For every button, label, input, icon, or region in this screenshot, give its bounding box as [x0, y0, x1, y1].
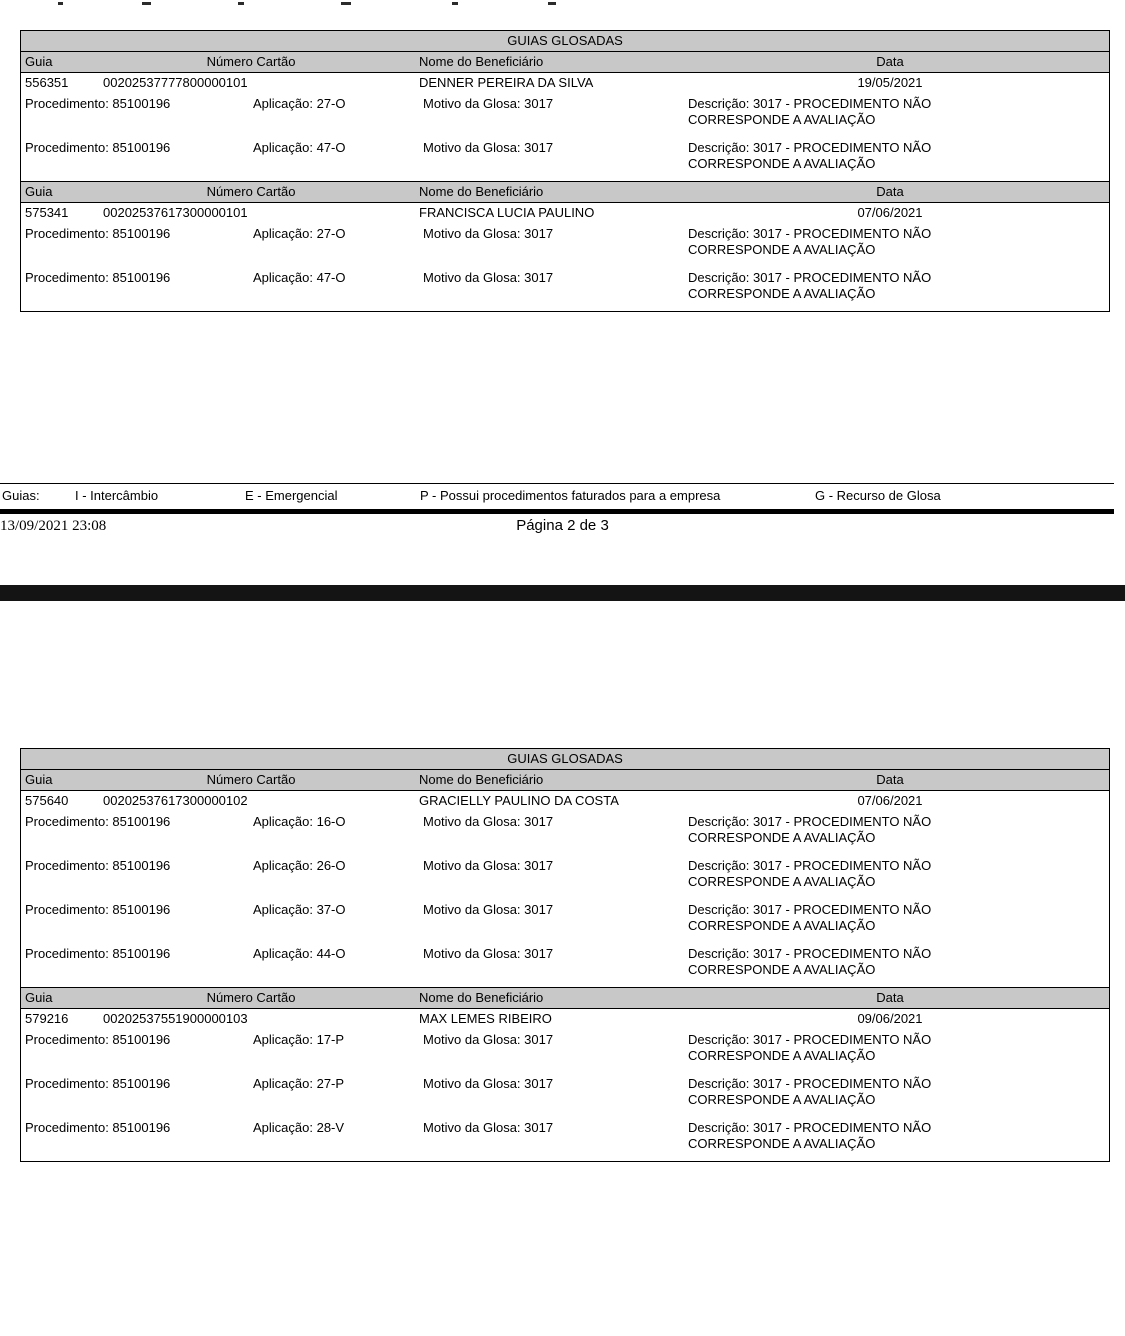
- description-cell: Descrição: 3017 - PROCEDIMENTO NÃO CORRESPONDE A AVALIAÇÃO: [688, 270, 932, 301]
- guias-glosadas-table-page2: [20, 30, 1110, 312]
- reason-cell: Motivo da Glosa: 3017: [423, 1076, 554, 1091]
- procedure-row: [21, 899, 1109, 943]
- col-header-guia: Guia: [25, 54, 53, 69]
- procedure-row: [21, 93, 1109, 137]
- procedure-cell: Procedimento: 85100196: [25, 902, 171, 917]
- page-footer: [0, 517, 1125, 537]
- application-cell: Aplicação: 44-O: [253, 946, 346, 961]
- col-header-cartao: Número Cartão: [206, 184, 296, 199]
- col-header-guia: Guia: [25, 184, 53, 199]
- col-header-nome: Nome do Beneficiário: [419, 772, 544, 787]
- application-cell: Aplicação: 26-O: [253, 858, 346, 873]
- col-header-guia: Guia: [25, 990, 53, 1005]
- col-header-data: Data: [876, 990, 904, 1005]
- clipped-text-fragment: [452, 2, 458, 5]
- col-header-cartao: Número Cartão: [206, 54, 296, 69]
- table-title: GUIAS GLOSADAS: [21, 749, 1109, 770]
- col-header-nome: Nome do Beneficiário: [419, 54, 544, 69]
- beneficiary-name-cell: DENNER PEREIRA DA SILVA: [419, 75, 594, 90]
- col-header-data: Data: [876, 184, 904, 199]
- procedure-cell: Procedimento: 85100196: [25, 140, 171, 155]
- guias-legend: [0, 488, 1125, 506]
- application-cell: Aplicação: 47-O: [253, 140, 346, 155]
- reason-cell: Motivo da Glosa: 3017: [423, 96, 554, 111]
- col-header-data: Data: [876, 54, 904, 69]
- col-header-nome: Nome do Beneficiário: [419, 990, 544, 1005]
- card-number-cell: 00202537551900000103: [103, 1011, 248, 1026]
- procedure-cell: Procedimento: 85100196: [25, 270, 171, 285]
- application-cell: Aplicação: 16-O: [253, 814, 346, 829]
- reason-cell: Motivo da Glosa: 3017: [423, 902, 554, 917]
- card-number-cell: 00202537617300000101: [103, 205, 248, 220]
- procedure-cell: Procedimento: 85100196: [25, 858, 171, 873]
- guide-number-cell: 556351: [25, 75, 69, 90]
- page-separator-bar: [0, 585, 1125, 601]
- application-cell: Aplicação: 27-O: [253, 226, 346, 241]
- footer-divider-thin: [0, 483, 1114, 484]
- procedure-cell: Procedimento: 85100196: [25, 814, 171, 829]
- description-cell: Descrição: 3017 - PROCEDIMENTO NÃO CORRESPONDE A AVALIAÇÃO: [688, 814, 932, 845]
- reason-cell: Motivo da Glosa: 3017: [423, 140, 554, 155]
- reason-cell: Motivo da Glosa: 3017: [423, 814, 554, 829]
- guide-row: [21, 203, 1109, 223]
- date-cell: 09/06/2021: [857, 1011, 923, 1026]
- col-header-guia: Guia: [25, 772, 53, 787]
- column-header-row: [21, 52, 1109, 73]
- procedure-cell: Procedimento: 85100196: [25, 1076, 171, 1091]
- guide-row: [21, 73, 1109, 93]
- date-cell: 07/06/2021: [857, 205, 923, 220]
- page-number: Página 2 de 3: [516, 517, 609, 534]
- table-title: GUIAS GLOSADAS: [21, 31, 1109, 52]
- legend-label: Guias:: [2, 488, 40, 503]
- col-header-nome: Nome do Beneficiário: [419, 184, 544, 199]
- description-cell: Descrição: 3017 - PROCEDIMENTO NÃO CORRESPONDE A AVALIAÇÃO: [688, 1076, 932, 1107]
- procedure-cell: Procedimento: 85100196: [25, 1120, 171, 1135]
- date-cell: 07/06/2021: [857, 793, 923, 808]
- procedure-cell: Procedimento: 85100196: [25, 946, 171, 961]
- procedure-row: [21, 855, 1109, 899]
- clipped-text-fragment: [548, 2, 556, 5]
- beneficiary-name-cell: MAX LEMES RIBEIRO: [419, 1011, 552, 1026]
- description-cell: Descrição: 3017 - PROCEDIMENTO NÃO CORRESPONDE A AVALIAÇÃO: [688, 226, 932, 257]
- col-header-cartao: Número Cartão: [206, 990, 296, 1005]
- clipped-text-fragment: [238, 2, 244, 5]
- column-header-row: [21, 987, 1109, 1009]
- beneficiary-name-cell: GRACIELLY PAULINO DA COSTA: [419, 793, 619, 808]
- description-cell: Descrição: 3017 - PROCEDIMENTO NÃO CORRESPONDE A AVALIAÇÃO: [688, 1032, 932, 1063]
- guide-number-cell: 579216: [25, 1011, 69, 1026]
- clipped-text-fragment: [142, 2, 151, 5]
- reason-cell: Motivo da Glosa: 3017: [423, 1120, 554, 1135]
- application-cell: Aplicação: 37-O: [253, 902, 346, 917]
- application-cell: Aplicação: 47-O: [253, 270, 346, 285]
- footer-divider-thick: [0, 509, 1114, 514]
- clipped-text-line: [0, 0, 1125, 7]
- procedure-row: [21, 137, 1109, 181]
- date-cell: 19/05/2021: [857, 75, 923, 90]
- reason-cell: Motivo da Glosa: 3017: [423, 270, 554, 285]
- procedure-row: [21, 811, 1109, 855]
- reason-cell: Motivo da Glosa: 3017: [423, 946, 554, 961]
- reason-cell: Motivo da Glosa: 3017: [423, 1032, 554, 1047]
- guide-row: [21, 1009, 1109, 1029]
- legend-item-faturados: P - Possui procedimentos faturados para a empresa: [420, 488, 721, 503]
- report-timestamp: 13/09/2021 23:08: [0, 518, 107, 534]
- legend-item-recurso-glosa: G - Recurso de Glosa: [815, 488, 941, 503]
- application-cell: Aplicação: 27-P: [253, 1076, 345, 1091]
- legend-item-intercambio: I - Intercâmbio: [75, 488, 159, 503]
- column-header-row: [21, 770, 1109, 791]
- column-header-row: [21, 181, 1109, 203]
- procedure-row: [21, 1073, 1109, 1117]
- guide-number-cell: 575640: [25, 793, 69, 808]
- clipped-text-fragment: [58, 2, 63, 5]
- col-header-cartao: Número Cartão: [206, 772, 296, 787]
- procedure-row: [21, 223, 1109, 267]
- procedure-cell: Procedimento: 85100196: [25, 96, 171, 111]
- application-cell: Aplicação: 28-V: [253, 1120, 345, 1135]
- description-cell: Descrição: 3017 - PROCEDIMENTO NÃO CORRESPONDE A AVALIAÇÃO: [688, 858, 932, 889]
- guide-number-cell: 575341: [25, 205, 69, 220]
- application-cell: Aplicação: 17-P: [253, 1032, 345, 1047]
- procedure-cell: Procedimento: 85100196: [25, 226, 171, 241]
- guide-row: [21, 791, 1109, 811]
- procedure-row: [21, 1117, 1109, 1161]
- procedure-row: [21, 1029, 1109, 1073]
- legend-item-emergencial: E - Emergencial: [245, 488, 338, 503]
- procedure-row: [21, 267, 1109, 311]
- card-number-cell: 00202537777800000101: [103, 75, 248, 90]
- procedure-row: [21, 943, 1109, 987]
- description-cell: Descrição: 3017 - PROCEDIMENTO NÃO CORRESPONDE A AVALIAÇÃO: [688, 140, 932, 171]
- reason-cell: Motivo da Glosa: 3017: [423, 858, 554, 873]
- col-header-data: Data: [876, 772, 904, 787]
- beneficiary-name-cell: FRANCISCA LUCIA PAULINO: [419, 205, 595, 220]
- guias-glosadas-table-page3: [20, 748, 1110, 1162]
- clipped-text-fragment: [341, 2, 351, 5]
- description-cell: Descrição: 3017 - PROCEDIMENTO NÃO CORRESPONDE A AVALIAÇÃO: [688, 96, 932, 127]
- description-cell: Descrição: 3017 - PROCEDIMENTO NÃO CORRESPONDE A AVALIAÇÃO: [688, 946, 932, 977]
- description-cell: Descrição: 3017 - PROCEDIMENTO NÃO CORRESPONDE A AVALIAÇÃO: [688, 902, 932, 933]
- description-cell: Descrição: 3017 - PROCEDIMENTO NÃO CORRESPONDE A AVALIAÇÃO: [688, 1120, 932, 1151]
- card-number-cell: 00202537617300000102: [103, 793, 248, 808]
- application-cell: Aplicação: 27-O: [253, 96, 346, 111]
- reason-cell: Motivo da Glosa: 3017: [423, 226, 554, 241]
- procedure-cell: Procedimento: 85100196: [25, 1032, 171, 1047]
